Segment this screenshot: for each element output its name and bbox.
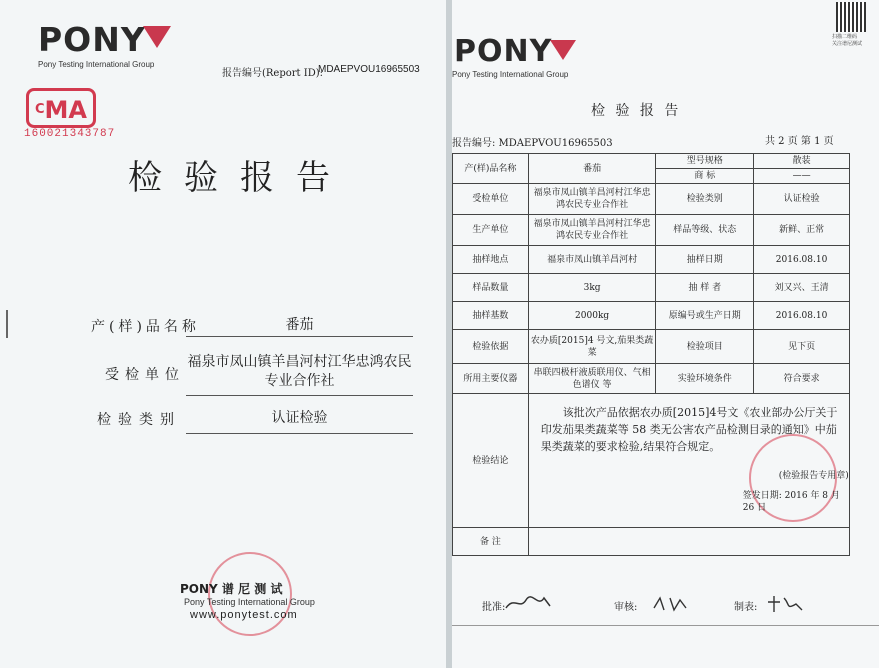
prepare-label: 制表:	[734, 602, 758, 613]
binding-mark	[6, 310, 8, 338]
table-cell-label: 检验依据	[453, 330, 529, 364]
table-row	[453, 154, 850, 169]
table-cell-label: 抽 样 者	[656, 274, 754, 302]
footer-brand: PONY 谱 尼 测 试	[180, 582, 283, 596]
table-cell-label: 实验环境条件	[656, 364, 754, 394]
report-detail-page	[452, 0, 879, 668]
table-row	[453, 246, 850, 274]
table-cell-value: 刘又兴、王清	[754, 274, 850, 302]
conclusion-text: 该批次产品依据农办质[2015]4号文《农业部办公厅关于印发茄果类蔬菜等 58 类无公害农产品检测目录的通知》中茄果类蔬菜的要求检验,结果符合规定。	[540, 406, 838, 453]
table-cell-value: 散装	[754, 154, 850, 169]
cma-logo: $^C$MA	[26, 88, 96, 128]
table-row	[453, 302, 850, 330]
table-cell-label: 检验类别	[656, 184, 754, 215]
cma-number: 160021343787	[24, 128, 116, 140]
inspection-table	[452, 153, 850, 556]
table-cell-label: 生产单位	[453, 215, 529, 246]
field-label-inspected-unit: 受检单位	[105, 367, 185, 383]
table-cell-label: 抽样地点	[453, 246, 529, 274]
field-label-inspection-type: 检验类别	[97, 412, 181, 428]
table-cell-label: 产(样)品名称	[453, 154, 529, 184]
table-cell-value: 符合要求	[754, 364, 850, 394]
table-cell-value: 3kg	[528, 274, 656, 302]
table-cell-label: 样品数量	[453, 274, 529, 302]
table-cell-label: 检验项目	[656, 330, 754, 364]
footer-divider	[452, 625, 879, 626]
brand-subtitle: Pony Testing International Group	[452, 70, 569, 79]
cma-text: MA	[44, 96, 87, 124]
table-cell-value: 福泉市凤山镇羊昌河村	[528, 246, 656, 274]
table-cell-value: 2000kg	[528, 302, 656, 330]
footer-url: www.ponytest.com	[190, 609, 298, 621]
table-cell-value: 认证检验	[754, 184, 850, 215]
field-value-inspected-unit: 福泉市凤山镇羊昌河村江华忠鸿农民专业合作社	[186, 353, 413, 396]
table-row	[453, 364, 850, 394]
pony-logo: PONY	[454, 34, 553, 69]
table-row	[453, 215, 850, 246]
table-cell-label: 备 注	[453, 528, 529, 556]
remark-cell	[528, 528, 849, 556]
pony-logo-mark-icon	[550, 40, 576, 62]
conclusion-cell	[528, 394, 849, 528]
table-cell-label: 样品等级、状态	[656, 215, 754, 246]
pony-logo-mark-icon	[143, 26, 171, 50]
table-cell-label: 受检单位	[453, 184, 529, 215]
table-cell-value: 新鲜、正常	[754, 215, 850, 246]
table-cell-value: 番茄	[528, 154, 656, 184]
table-cell-value: 福泉市凤山镇羊昌河村江华忠鸿农民专业合作社	[528, 215, 656, 246]
page-count: 共 2 页 第 1 页	[765, 136, 834, 147]
table-row-remark	[453, 528, 850, 556]
page-title: 检 验 报 告	[591, 103, 682, 119]
table-cell-label: 商 标	[656, 169, 754, 184]
issue-date: 签发日期: 2016 年 8 月 26 日	[742, 491, 840, 513]
table-row	[453, 330, 850, 364]
report-id: MDAEPVOU16965503	[318, 64, 420, 75]
qr-caption-2: 关注谱尼测试	[832, 41, 863, 47]
table-cell-value: ——	[754, 169, 850, 184]
pony-logo: PONY	[38, 20, 146, 59]
table-cell-label: 抽样基数	[453, 302, 529, 330]
field-value-product: 番茄	[186, 314, 413, 337]
approve-label: 批准:	[482, 602, 506, 613]
table-cell-label: 抽样日期	[656, 246, 754, 274]
prepare-signature-icon	[766, 594, 806, 614]
approve-signature-icon	[504, 592, 554, 614]
table-cell-value: 福泉市凤山镇羊昌河村江华忠鸿农民专业合作社	[528, 184, 656, 215]
report-number: 报告编号: MDAEPVOU16965503	[452, 138, 613, 149]
table-cell-value: 串联四极杆液质联用仪、气相色谱仪 等	[528, 364, 656, 394]
table-cell-value: 2016.08.10	[754, 302, 850, 330]
page-gutter	[446, 0, 452, 668]
table-cell-value: 农办质[2015]4 号文,茄果类蔬菜	[528, 330, 656, 364]
table-row	[453, 274, 850, 302]
table-cell-label: 检验结论	[453, 394, 529, 528]
field-label-product: 产(样)品名称	[91, 319, 200, 335]
table-row-conclusion	[453, 394, 850, 528]
seal-note: (检验报告专用章)	[778, 471, 849, 481]
footer-subtitle: Pony Testing International Group	[184, 597, 315, 607]
table-cell-label: 型号规格	[656, 154, 754, 169]
table-cell-value: 2016.08.10	[754, 246, 850, 274]
qr-caption-1: 扫描二维码	[832, 34, 858, 40]
page-title: 检验报告	[128, 158, 352, 198]
review-signature-icon	[652, 594, 692, 614]
review-label: 审核:	[614, 602, 638, 613]
table-cell-label: 所用主要仪器	[453, 364, 529, 394]
field-value-inspection-type: 认证检验	[186, 407, 413, 434]
table-row	[453, 184, 850, 215]
table-cell-value: 见下页	[754, 330, 850, 364]
qr-code	[836, 2, 866, 32]
brand-subtitle: Pony Testing International Group	[38, 60, 155, 69]
table-cell-label: 原编号或生产日期	[656, 302, 754, 330]
report-id-label: 报告编号(Report ID):	[222, 68, 323, 79]
